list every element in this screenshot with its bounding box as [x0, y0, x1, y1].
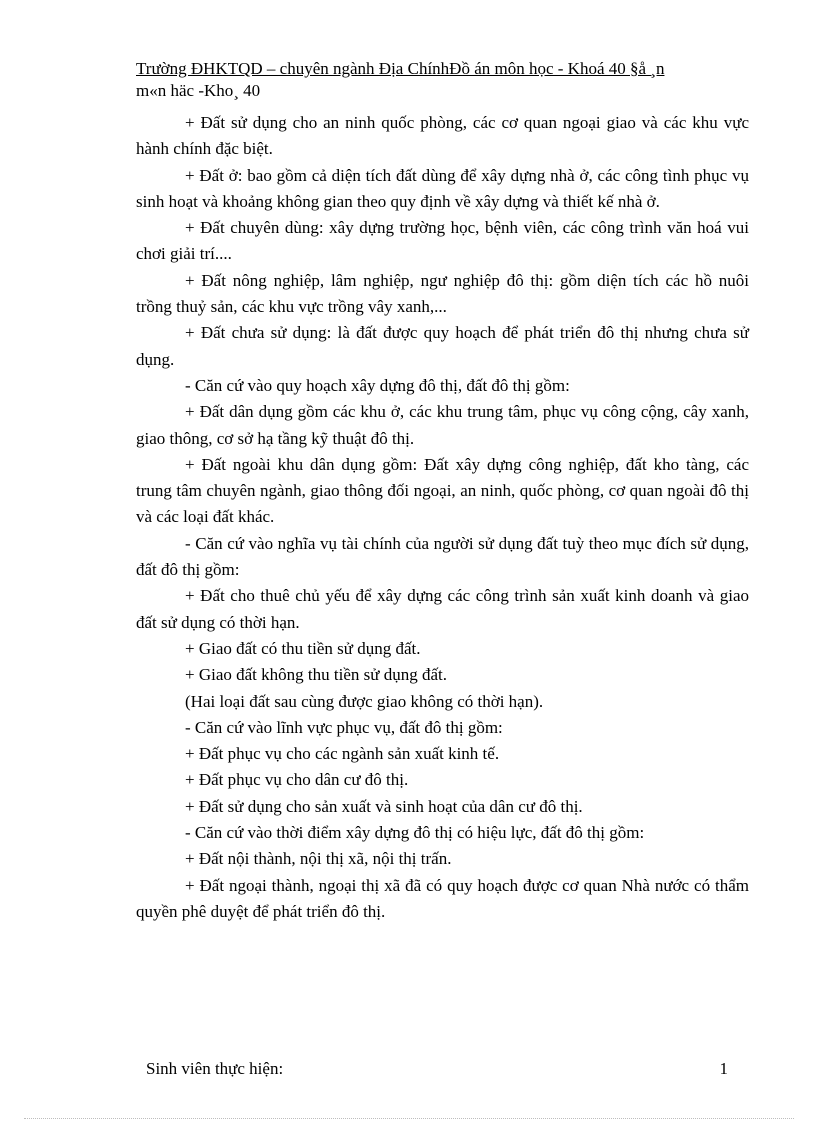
- paragraph: + Giao đất không thu tiền sử dụng đất.: [185, 665, 447, 685]
- paragraph: + Đất phục vụ cho các ngành sản xuất kinh tế.: [185, 744, 500, 764]
- page-number: 1: [719, 1059, 728, 1078]
- paragraph: - Căn cứ vào quy hoạch xây dựng đô thị, đất đô thị gồm:: [185, 375, 570, 395]
- page-header: [136, 58, 756, 102]
- paragraph: (Hai loại đất sau cùng được giao không có thời hạn).: [185, 691, 544, 711]
- paragraph: + Đất sử dụng cho sản xuất và sinh hoạt của dân cư đô thị.: [185, 796, 583, 816]
- paragraph: + Đất sử dụng cho an ninh quốc phòng, các cơ quan ngoại giao và các khu vực hành chính đặc biệt.: [136, 113, 749, 159]
- paragraph: + Giao đất có thu tiền sử dụng đất.: [185, 638, 421, 658]
- paragraph: + Đất ngoại thành, ngoại thị xã đã có quy hoạch được cơ quan Nhà nước có thẩm quyền phê duyệt để phát triển đô thị.: [136, 875, 749, 921]
- paragraph: - Căn cứ vào nghĩa vụ tài chính của người sử dụng đất tuỳ theo mục đích sử dụng, đất đô thị gồm:: [136, 533, 749, 580]
- paragraph: + Đất chưa sử dụng: là đất được quy hoạch để phát triển đô thị nhưng chưa sử dụng.: [136, 323, 749, 369]
- author-label: Sinh viên thực hiện:: [146, 1059, 284, 1078]
- paragraph: + Đất nội thành, nội thị xã, nội thị trấn.: [185, 849, 452, 869]
- paragraph: - Căn cứ vào thời điểm xây dựng đô thị có hiệu lực, đất đô thị gồm:: [185, 823, 645, 843]
- paragraph: + Đất ngoài khu dân dụng gồm: Đất xây dựng công nghiệp, đất kho tàng, các trung tâm chuyên ngành, giao thông đối ngoại, an ninh, quốc phòng, cơ quan ngoài đô thị và các loại đất khác.: [136, 454, 749, 527]
- paragraph: - Căn cứ vào lĩnh vực phục vụ, đất đô thị gồm:: [185, 717, 503, 737]
- paragraph: + Đất dân dụng gồm các khu ở, các khu trung tâm, phục vụ công cộng, cây xanh, giao thông, cơ sở hạ tầng kỹ thuật đô thị.: [136, 402, 749, 448]
- paragraph: + Đất nông nghiệp, lâm nghiệp, ngư nghiệp đô thị: gồm diện tích các hồ nuôi trồng thuỷ sản, các khu vực trồng vây xanh,...: [136, 270, 749, 317]
- header-line-2: m«n häc -Kho¸ 40: [136, 81, 261, 100]
- paragraph: + Đất phục vụ cho dân cư đô thị.: [185, 770, 409, 790]
- document-body: [136, 110, 749, 925]
- paragraph: + Đất chuyên dùng: xây dựng trường học, bệnh viên, các công trình văn hoá vui chơi giải trí....: [136, 218, 749, 264]
- paragraph: + Đất cho thuê chủ yếu để xây dựng các công trình sản xuất kinh doanh và giao đất sử dụng có thời hạn.: [136, 586, 749, 632]
- paragraph: + Đất ở: bao gồm cả diện tích đất dùng để xây dựng nhà ở, các công tình phục vụ sinh hoạt và khoảng không gian theo quy định về xây dựng và thiết kế nhà ở.: [136, 165, 749, 211]
- footer-divider: [24, 1118, 794, 1119]
- header-line-1: Trường ĐHKTQD – chuyên ngành Địa ChínhĐồ án môn học - Khoá 40 §å ¸n: [136, 59, 665, 78]
